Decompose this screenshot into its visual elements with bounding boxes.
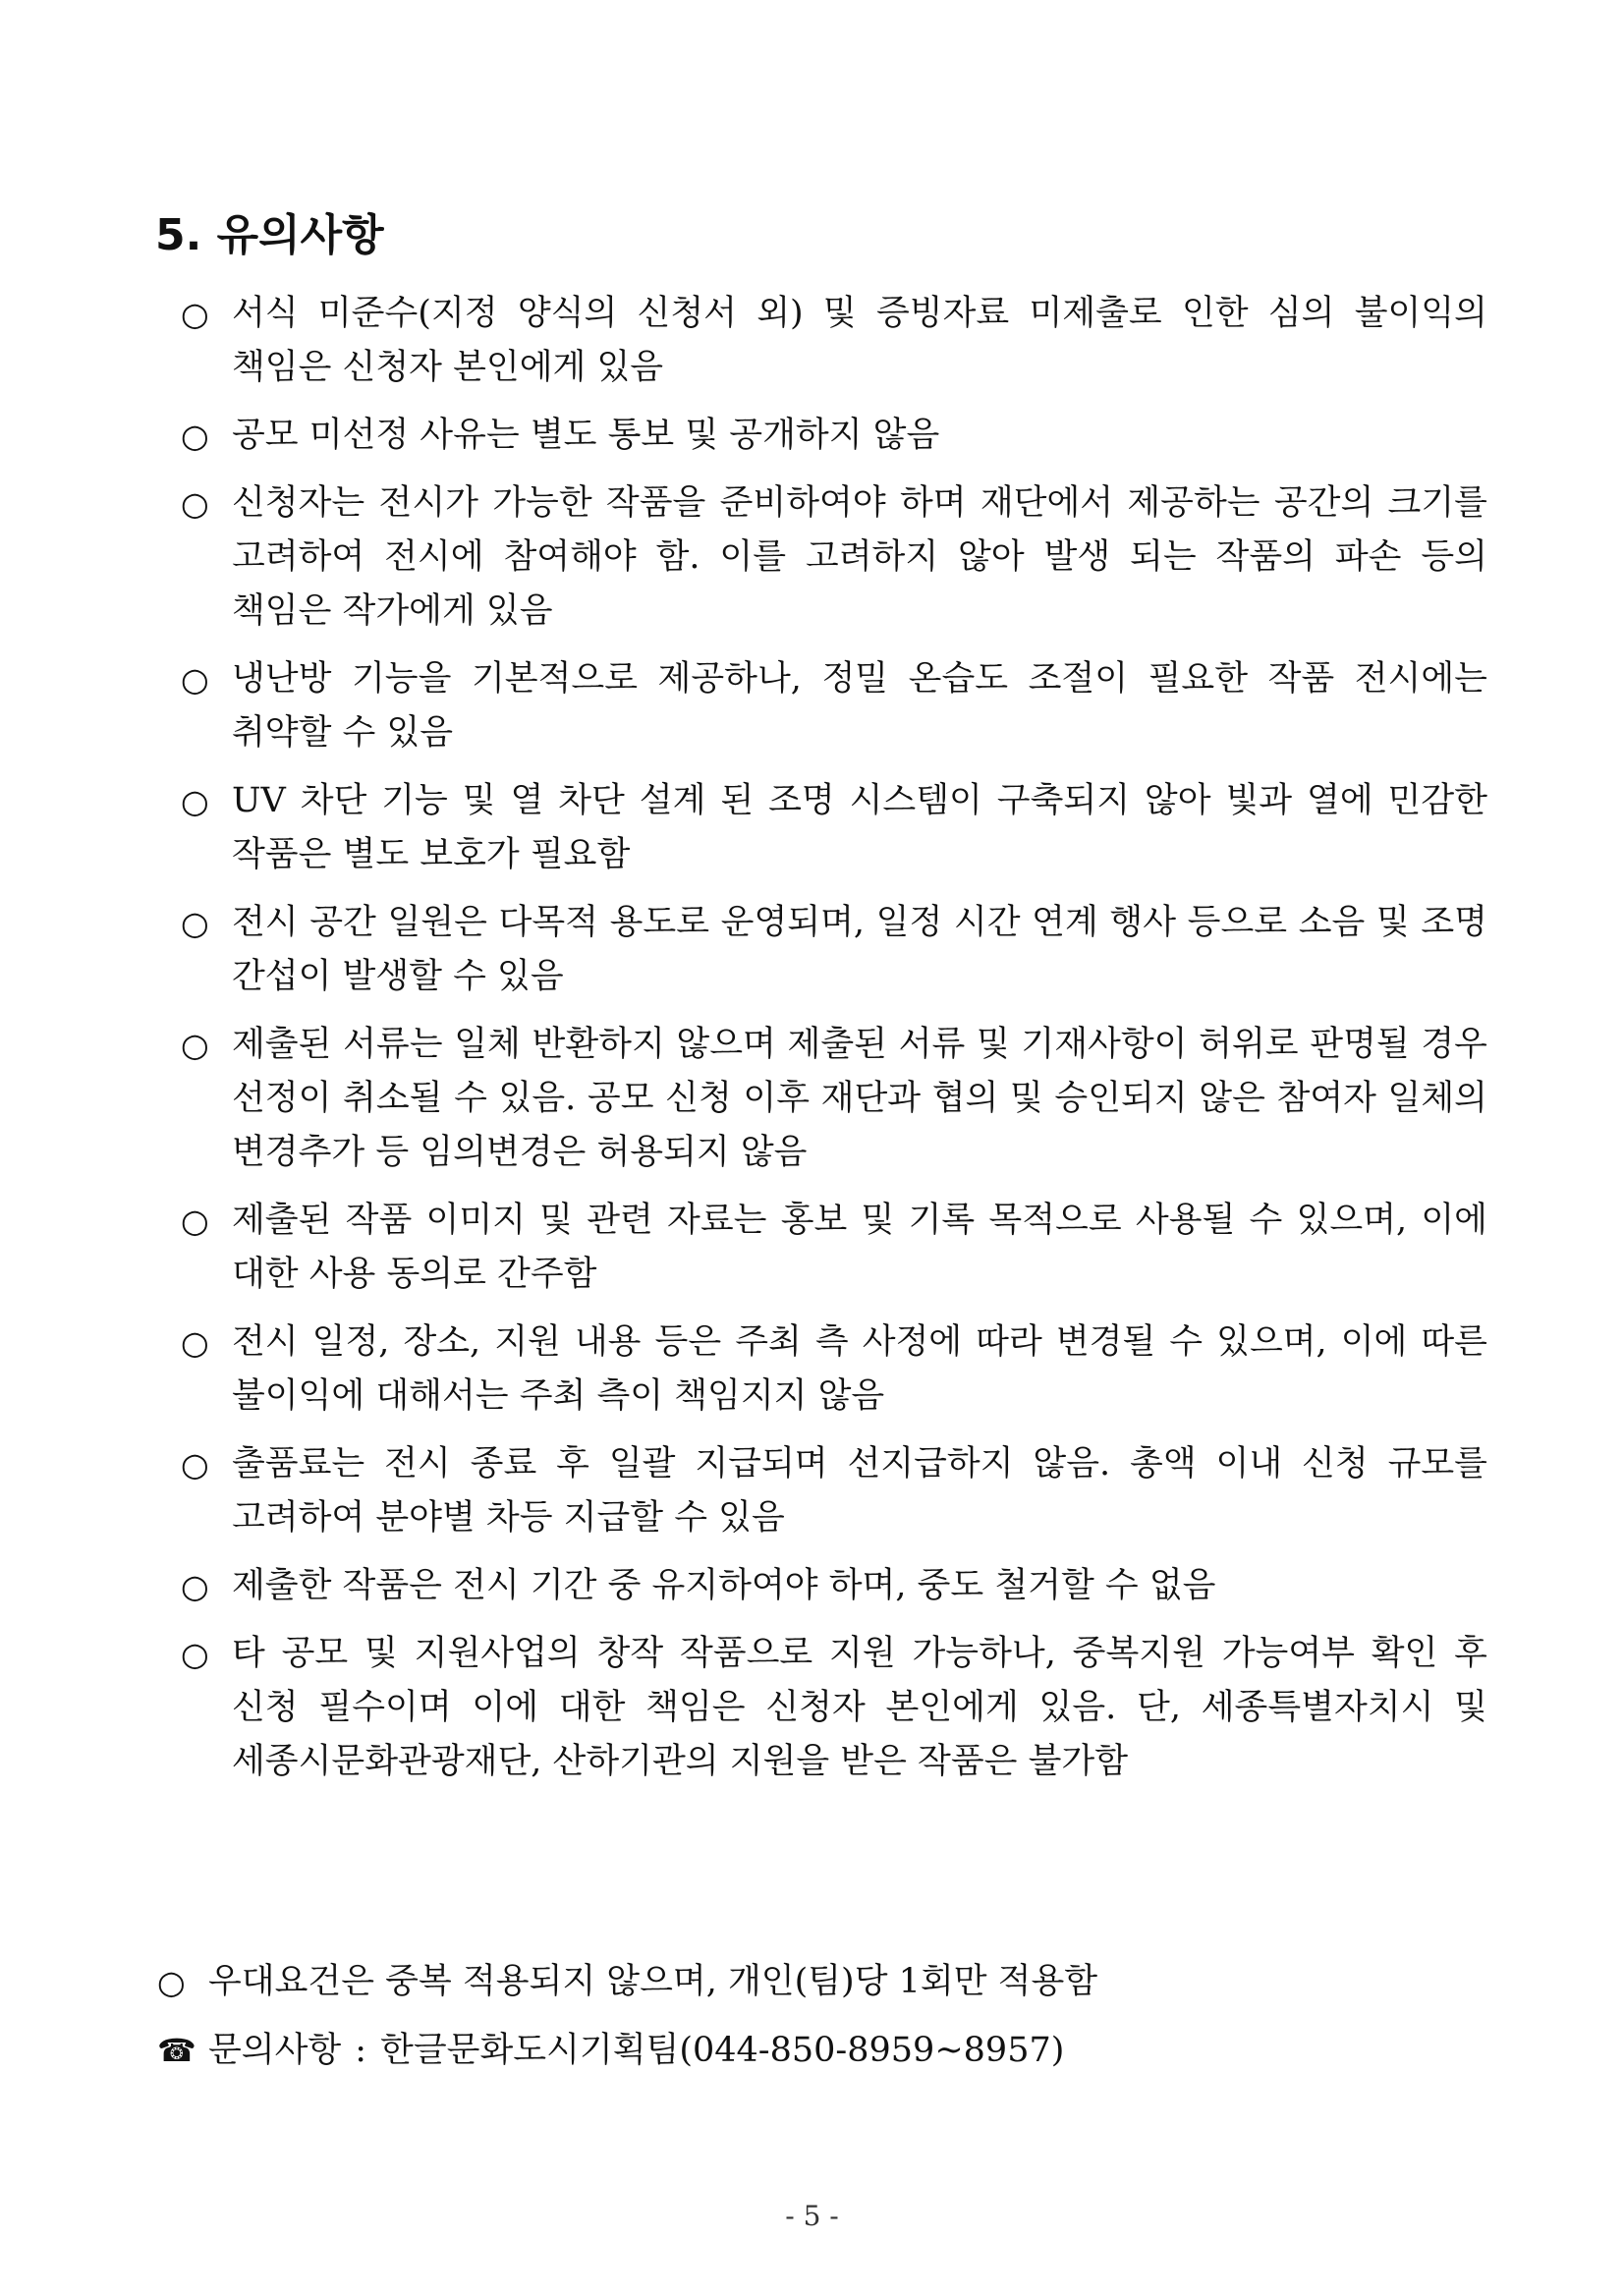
contact-value: 한글문화도시기획팀(044-850-8959~8957) [380, 2031, 1065, 2070]
note-text: 냉난방 기능을 기본적으로 제공하나, 정밀 온습도 조절이 필요한 작품 전시에는 취약할 수 있음 [232, 659, 1487, 753]
circle-bullet-icon: ○ [181, 1567, 209, 1605]
note-text: 서식 미준수(지정 양식의 신청서 외) 및 증빙자료 미제출로 인한 심의 불이익의 책임은 신청자 본인에게 있음 [232, 294, 1487, 387]
circle-bullet-icon: ○ [181, 1635, 209, 1673]
contact-line [157, 2024, 1493, 2078]
phone-icon: ☎ [157, 2032, 196, 2069]
circle-bullet-icon: ○ [181, 295, 209, 333]
note-text: UV 차단 기능 및 열 차단 설계 된 조명 시스템이 구축되지 않아 빛과 열에 민감한 작품은 별도 보호가 필요함 [232, 781, 1487, 874]
note-item [181, 896, 1487, 1004]
note-item [181, 1627, 1487, 1789]
note-text: 신청자는 전시가 가능한 작품을 준비하여야 하며 재단에서 제공하는 공간의 크기를 고려하여 전시에 참여해야 함. 이를 고려하지 않아 발생 되는 작품의 파손 등의 책임은 작가에게 있음 [232, 483, 1487, 631]
note-text: 제출된 작품 이미지 및 관련 자료는 홍보 및 기록 목적으로 사용될 수 있으며, 이에 대한 사용 동의로 간주함 [232, 1201, 1487, 1294]
note-text: 제출된 서류는 일체 반환하지 않으며 제출된 서류 및 기재사항이 허위로 판명될 경우 선정이 취소될 수 있음. 공모 신청 이후 재단과 협의 및 승인되지 않은 참여자 일체의 변경추가 등 임의변경은 허용되지 않음 [232, 1025, 1487, 1172]
note-item [181, 1018, 1487, 1180]
notes-list [181, 287, 1487, 1803]
circle-bullet-icon: ○ [181, 1202, 209, 1240]
contact-separator: : [355, 2031, 367, 2070]
contact-label: 문의사항 [208, 2031, 342, 2070]
circle-bullet-icon: ○ [181, 1026, 209, 1064]
note-text: 출품료는 전시 종료 후 일괄 지급되며 선지급하지 않음. 총액 이내 신청 규모를 고려하여 분야별 차등 지급할 수 있음 [232, 1444, 1487, 1538]
note-item [181, 652, 1487, 760]
circle-bullet-icon: ○ [181, 660, 209, 699]
page-number: - 5 - [785, 2200, 839, 2232]
note-item [181, 1437, 1487, 1545]
note-item [181, 476, 1487, 639]
note-item [181, 287, 1487, 395]
note-text: 타 공모 및 지원사업의 창작 작품으로 지원 가능하나, 중복지원 가능여부 확인 후 신청 필수이며 이에 대한 책임은 신청자 본인에게 있음. 단, 세종특별자치시 및 세종시문화관광재단, 산하기관의 지원을 받은 작품은 불가함 [232, 1634, 1487, 1781]
circle-bullet-icon: ○ [181, 484, 209, 523]
circle-bullet-icon: ○ [181, 1323, 209, 1362]
note-item [181, 1194, 1487, 1302]
note-text: 공모 미선정 사유는 별도 통보 및 공개하지 않음 [232, 416, 940, 455]
note-item [181, 1316, 1487, 1424]
note-text: 제출한 작품은 전시 기간 중 유지하여야 하며, 중도 철거할 수 없음 [232, 1566, 1216, 1605]
circle-bullet-icon: ○ [181, 1445, 209, 1484]
note-item [181, 774, 1487, 882]
circle-bullet-icon: ○ [181, 417, 209, 455]
note-text: 전시 공간 일원은 다목적 용도로 운영되며, 일정 시간 연계 행사 등으로 소음 및 조명 간섭이 발생할 수 있음 [232, 903, 1487, 996]
note-item [181, 409, 1487, 463]
note-item [181, 1559, 1487, 1613]
circle-bullet-icon: ○ [181, 782, 209, 820]
section-title: 5. 유의사항 [155, 210, 384, 260]
preference-note [157, 1955, 1493, 2009]
note-text: 전시 일정, 장소, 지원 내용 등은 주최 측 사정에 따라 변경될 수 있으며, 이에 따른 불이익에 대해서는 주최 측이 책임지지 않음 [232, 1322, 1487, 1416]
preference-note-text: 우대요건은 중복 적용되지 않으며, 개인(팀)당 1회만 적용함 [208, 1962, 1098, 2001]
circle-bullet-icon: ○ [157, 1963, 186, 2001]
circle-bullet-icon: ○ [181, 904, 209, 942]
